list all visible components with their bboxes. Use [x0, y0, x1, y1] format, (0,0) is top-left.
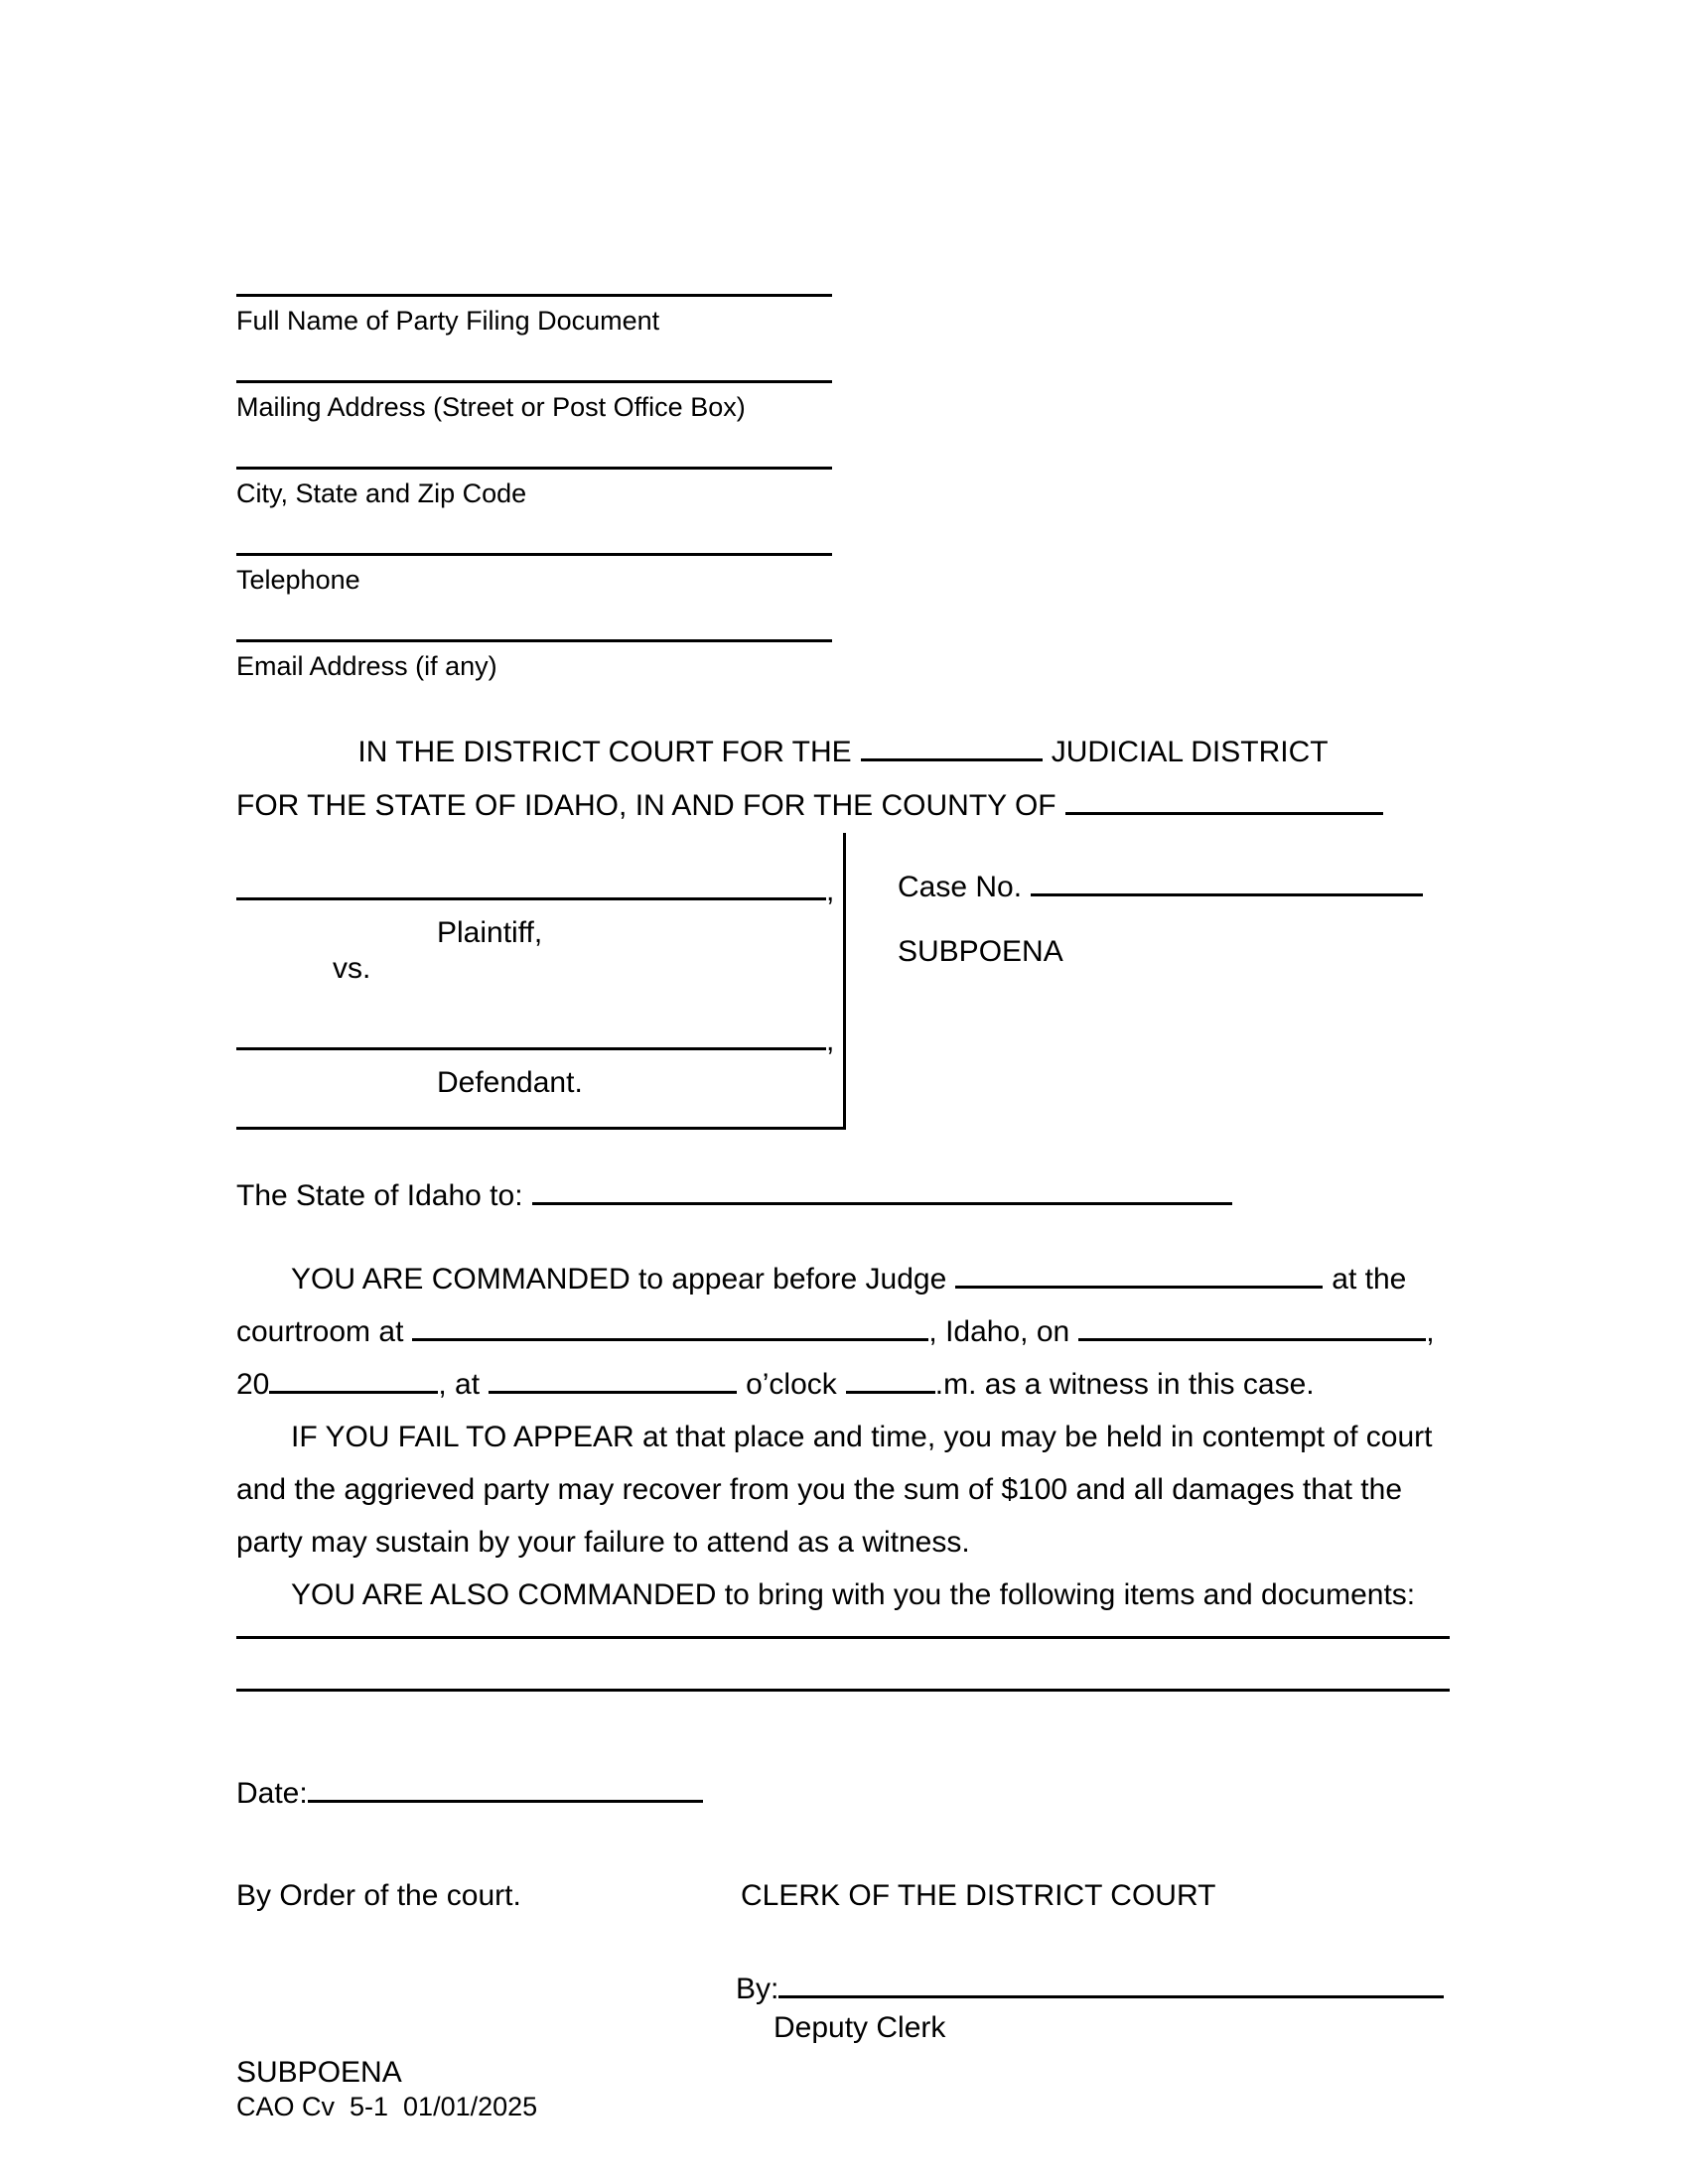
plaintiff-label: Plaintiff,: [437, 916, 543, 949]
contempt-line-2: and the aggrieved party may recover from you the sum of $100 and all damages that the: [236, 1473, 1403, 1506]
court-heading: [236, 726, 1450, 833]
case-number-label: Case No.: [898, 871, 1023, 903]
defendant-name-blank: [236, 1012, 826, 1050]
document-title: SUBPOENA: [898, 935, 1063, 968]
bring-items-line: YOU ARE ALSO COMMANDED to bring with you the following items and documents:: [291, 1578, 1416, 1611]
addressee-label: The State of Idaho to:: [236, 1179, 523, 1212]
command-seg8: o’clock: [746, 1368, 837, 1401]
plaintiff-name-blank: [236, 862, 826, 900]
judicial-district-blank: [861, 729, 1043, 761]
command-seg5: ,: [1426, 1315, 1435, 1348]
case-number-row: [898, 864, 1423, 906]
clerk-title: CLERK OF THE DISTRICT COURT: [741, 1879, 1216, 1912]
field-telephone: [236, 553, 832, 598]
command-seg7: , at: [438, 1368, 481, 1401]
court-heading-line1: [236, 726, 1450, 779]
heading-line2-prefix: FOR THE STATE OF IDAHO, IN AND FOR THE COUNTY OF: [236, 789, 1056, 822]
case-number-blank: [1031, 864, 1423, 896]
body-paragraphs: [236, 1253, 1450, 1621]
versus-label: vs.: [333, 952, 371, 985]
contempt-line-1: IF YOU FAIL TO APPEAR at that place and time, you may be held in contempt of court: [291, 1421, 1433, 1453]
command-line-2: [236, 1305, 1450, 1358]
clerk-signature-blank: [778, 1966, 1444, 1998]
plaintiff-comma: ,: [826, 875, 835, 907]
command-seg2: at the: [1332, 1263, 1407, 1296]
field-label: Telephone: [236, 565, 360, 595]
filer-info-block: [236, 294, 1450, 684]
field-label: Mailing Address (Street or Post Office Box): [236, 392, 746, 422]
command-seg3: courtroom at: [236, 1315, 404, 1348]
field-full-name: [236, 294, 832, 339]
clerk-signature-row: [236, 1966, 1450, 2009]
order-row: [236, 1876, 1450, 1916]
date-blank: [308, 1770, 703, 1803]
plaintiff-name-row: [236, 862, 843, 909]
deputy-clerk-label: Deputy Clerk: [774, 2011, 946, 2044]
judge-name-blank: [955, 1256, 1323, 1289]
hearing-date-blank: [1078, 1308, 1426, 1341]
command-seg1: YOU ARE COMMANDED to appear before Judge: [291, 1263, 947, 1296]
court-heading-line2: [236, 779, 1450, 833]
caption-case-column: [846, 833, 1423, 1130]
field-email: [236, 639, 832, 684]
command-line-3: [236, 1358, 1450, 1411]
courtroom-location-blank: [412, 1308, 928, 1341]
field-label: Full Name of Party Filing Document: [236, 306, 660, 336]
command-seg6: 20: [236, 1368, 270, 1401]
time-blank: [489, 1361, 737, 1394]
command-seg9: .m. as a witness in this case.: [934, 1368, 1315, 1401]
case-caption: [236, 833, 1450, 1130]
heading-line1-suffix: JUDICIAL DISTRICT: [1051, 736, 1329, 768]
defendant-name-row: [236, 1012, 843, 1059]
items-blank-line-1: [236, 1621, 1450, 1639]
by-order-label: By Order of the court.: [236, 1879, 521, 1912]
command-seg4: , Idaho, on: [928, 1315, 1070, 1348]
command-line-1: [236, 1253, 1450, 1305]
items-blank-line-2: [236, 1639, 1450, 1692]
footer-form-name: SUBPOENA: [236, 2056, 402, 2089]
am-pm-blank: [846, 1361, 935, 1394]
field-city-state-zip: [236, 467, 832, 511]
addressee-row: [236, 1172, 1450, 1216]
year-blank: [269, 1361, 438, 1394]
date-row: [236, 1770, 1450, 1814]
defendant-label: Defendant.: [437, 1066, 583, 1099]
defendant-comma: ,: [826, 1024, 835, 1057]
addressee-name-blank: [532, 1172, 1232, 1205]
county-blank: [1065, 782, 1383, 815]
by-label: By:: [736, 1973, 779, 2005]
form-footer: [236, 2055, 537, 2123]
contempt-line-3: party may sustain by your failure to attend as a witness.: [236, 1526, 970, 1559]
date-label: Date:: [236, 1777, 308, 1810]
heading-line1-prefix: IN THE DISTRICT COURT FOR THE: [357, 736, 852, 768]
field-mailing-address: [236, 380, 832, 425]
footer-form-code: CAO Cv 5-1 01/01/2025: [236, 2092, 538, 2121]
caption-parties-column: [236, 833, 846, 1130]
field-label: Email Address (if any): [236, 651, 497, 681]
field-label: City, State and Zip Code: [236, 478, 527, 508]
